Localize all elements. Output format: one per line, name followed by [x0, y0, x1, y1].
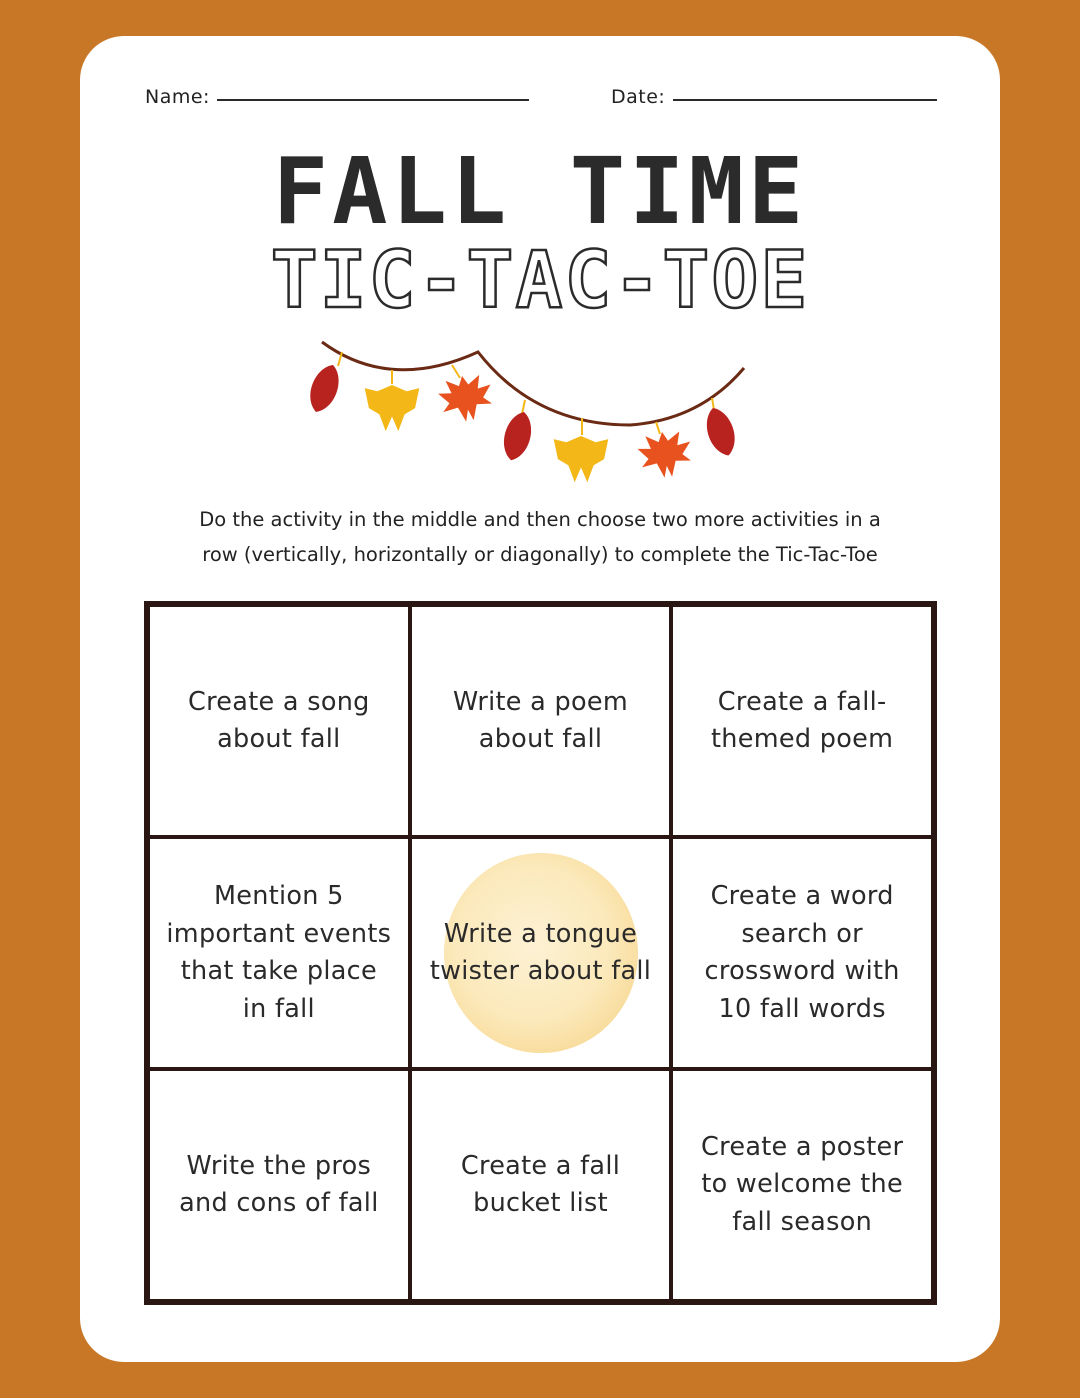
- cell-text: [420, 916, 661, 991]
- cell-bottom-right[interactable]: [671, 1069, 933, 1301]
- name-field[interactable]: [217, 99, 529, 101]
- red-leaf-icon: [499, 409, 537, 464]
- cell-top-middle[interactable]: [410, 605, 672, 837]
- date-label: Date:: [611, 86, 666, 108]
- cell-bottom-left[interactable]: [148, 1069, 410, 1301]
- cell-text-line: Create a poster: [701, 1131, 904, 1162]
- cell-text-line: bucket list: [473, 1188, 608, 1218]
- cell-top-left[interactable]: [148, 605, 410, 837]
- red-leaf-icon: [304, 361, 345, 417]
- cell-text-line: to welcome the: [701, 1169, 903, 1200]
- cell-text-line: in fall: [242, 993, 315, 1024]
- cell-text-line: themed poem: [711, 724, 894, 754]
- cell-text: [178, 684, 380, 759]
- cell-text-line: twister about fall: [429, 956, 652, 986]
- cell-text-line: about fall: [478, 724, 603, 754]
- name-label: Name:: [145, 86, 210, 108]
- page-title: FALL TIME: [272, 138, 808, 245]
- yellow-leaf-icon: [365, 385, 420, 431]
- cell-text-line: and cons of fall: [179, 1188, 379, 1218]
- cell-text: [443, 684, 638, 759]
- cell-middle-left[interactable]: [148, 837, 410, 1069]
- instructions: [150, 502, 930, 572]
- cell-text-line: Create a fall: [460, 1150, 621, 1181]
- cell-top-right[interactable]: [671, 605, 933, 837]
- cell-text-line: that take place: [180, 956, 377, 986]
- cell-text-line: search or: [741, 918, 863, 949]
- red-leaf-icon: [701, 404, 741, 459]
- cell-text: [156, 878, 401, 1028]
- cell-text: [451, 1148, 630, 1223]
- autumn-leaf-garland-icon: [300, 330, 760, 505]
- cell-text-line: Create a song: [187, 686, 370, 717]
- cell-text-line: Write a tongue: [443, 918, 638, 949]
- date-field[interactable]: [673, 99, 937, 101]
- instructions-line-1: Do the activity in the middle and then choose two more activities in a: [199, 508, 881, 531]
- cell-text-line: Create a fall-: [717, 686, 887, 717]
- cell-text-line: important events: [166, 918, 392, 949]
- cell-text-line: fall season: [732, 1206, 873, 1237]
- cell-bottom-middle[interactable]: [410, 1069, 672, 1301]
- yellow-leaf-icon: [554, 436, 609, 482]
- cell-center[interactable]: [410, 837, 672, 1069]
- instructions-line-2: row (vertically, horizontally or diagonally) to complete the Tic-Tac-Toe: [202, 543, 878, 566]
- cell-text: [169, 1148, 389, 1223]
- cell-text: [691, 1129, 913, 1242]
- cell-text: [695, 878, 910, 1028]
- cell-text-line: crossword with: [704, 956, 900, 986]
- orange-leaf-icon: [436, 371, 496, 425]
- orange-leaf-icon: [636, 428, 695, 481]
- cell-text-line: Write the pros: [186, 1150, 372, 1181]
- cell-text-line: Write a poem: [452, 686, 629, 717]
- cell-text-line: 10 fall words: [718, 993, 886, 1024]
- cell-text: [701, 684, 903, 759]
- cell-text-line: Mention 5: [213, 881, 344, 911]
- cell-text-line: about fall: [217, 724, 341, 754]
- cell-middle-right[interactable]: [671, 837, 933, 1069]
- tic-tac-toe-board: [144, 601, 937, 1305]
- page-subtitle: TIC-TAC-TOE: [270, 236, 810, 326]
- cell-text-line: Create a word: [710, 881, 894, 911]
